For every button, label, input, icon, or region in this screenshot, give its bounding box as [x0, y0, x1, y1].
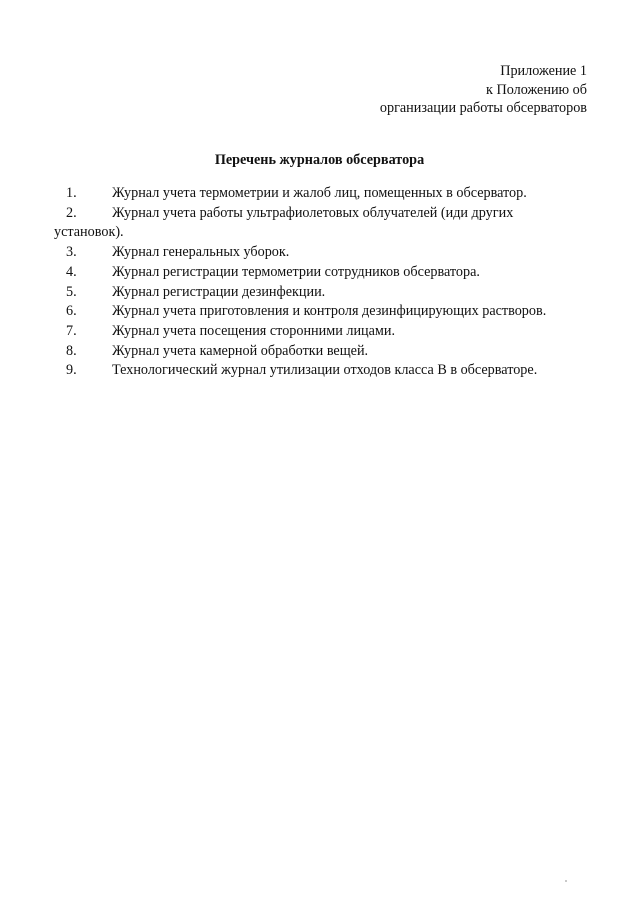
- list-item-text: Журнал регистрации термометрии сотрудников обсерватора.: [112, 263, 480, 280]
- list-item: [66, 263, 586, 283]
- list-item-number: 9.: [66, 362, 77, 379]
- list-item-text: Журнал учета посещения сторонними лицами.: [112, 322, 396, 339]
- appendix-line-2: к Положению об: [486, 81, 587, 98]
- list-item: [66, 322, 586, 342]
- scan-speck: [565, 880, 567, 882]
- list-item-text: Журнал учета термометрии и жалоб лиц, помещенных в обсерватор.: [112, 185, 527, 201]
- appendix-line-3: организации работы обсерваторов: [379, 100, 587, 117]
- journal-list: [54, 184, 586, 381]
- list-item-text: Журнал генеральных уборок.: [112, 244, 290, 261]
- appendix-line-1: Приложение 1: [500, 63, 587, 79]
- list-item: [66, 342, 586, 362]
- list-item: [66, 243, 586, 263]
- list-item: [66, 302, 586, 322]
- list-item: [66, 361, 586, 381]
- list-item-text-continuation: установок).: [54, 224, 124, 241]
- list-item: [54, 204, 586, 243]
- list-item: [66, 184, 586, 204]
- list-item-number: 2.: [66, 204, 77, 221]
- list-item-number: 7.: [66, 322, 77, 339]
- list-item-number: 5.: [66, 283, 77, 300]
- document-title: Перечень журналов обсерватора: [214, 152, 425, 168]
- list-item-text: Журнал учета работы ультрафиолетовых облучателей (иди других: [112, 204, 514, 221]
- list-item-number: 3.: [66, 244, 77, 261]
- appendix-header: [287, 62, 587, 118]
- list-item-text: Технологический журнал утилизации отходов класса В в обсерваторе.: [112, 362, 538, 379]
- list-item-number: 8.: [66, 342, 77, 359]
- list-item-text: Журнал регистрации дезинфекции.: [112, 283, 326, 300]
- list-item-number: 6.: [66, 303, 77, 320]
- list-item-text: Журнал учета приготовления и контроля дезинфицирующих растворов.: [112, 303, 547, 320]
- list-item: [66, 283, 586, 303]
- list-item-text: Журнал учета камерной обработки вещей.: [112, 342, 369, 359]
- list-item-number: 4.: [66, 263, 77, 280]
- list-item-number: 1.: [66, 185, 77, 201]
